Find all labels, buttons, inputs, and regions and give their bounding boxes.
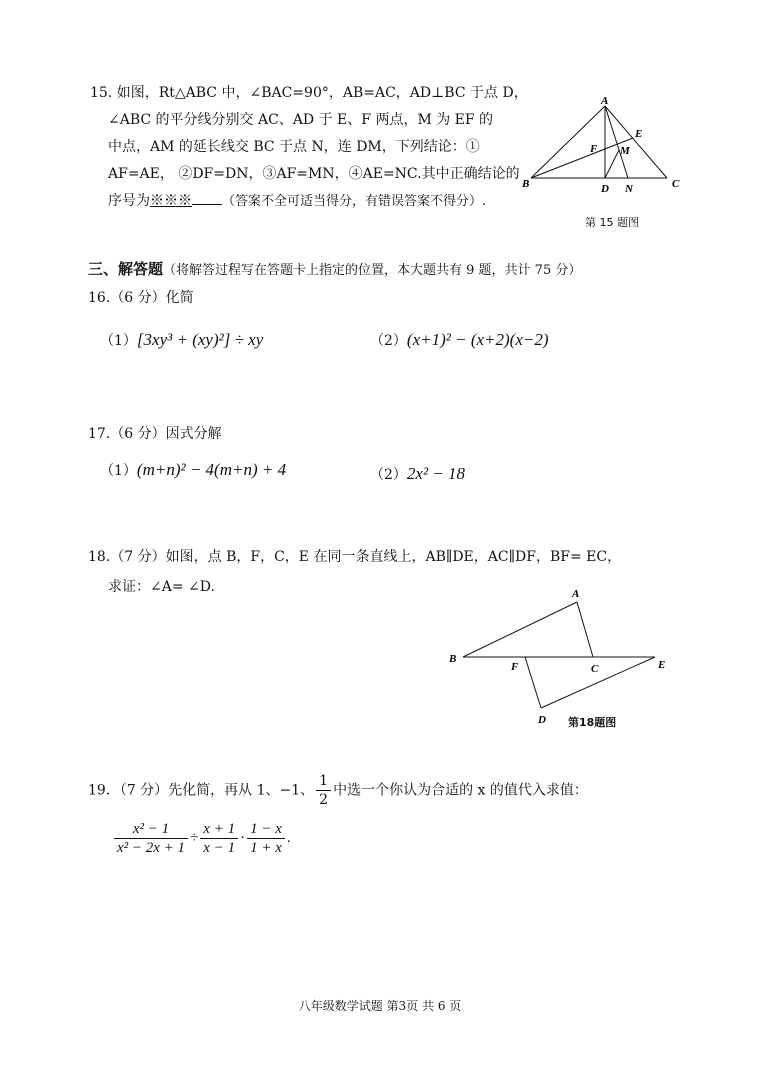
q18-label-b: B <box>449 653 457 665</box>
q15-answer-prefix: 序号为 <box>108 193 150 209</box>
q17-p1-label: （1） <box>100 463 137 479</box>
q19-half-fraction <box>316 772 331 809</box>
q18-label-a: A <box>572 588 580 600</box>
q19-f1-num: x² − 1 <box>114 820 188 839</box>
q15-label-f: F <box>590 143 598 155</box>
q18-line-1: 18.（7 分）如图，点 B，F，C，E 在同一条直线上，AB∥DE，AC∥DF，BF= EC， <box>88 549 622 565</box>
q15-label-e: E <box>635 128 643 140</box>
q15-label-c: C <box>672 178 680 190</box>
q18-label-e: E <box>658 659 666 671</box>
q19-half-den: 2 <box>319 792 329 808</box>
q15-answer-suffix: （答案不全可适当得分，有错误答案不得分）. <box>222 194 487 209</box>
q19-fraction-1 <box>114 820 188 857</box>
q16-p1-expr: [3xy³ + (xy)²] ÷ xy <box>136 330 264 349</box>
q15-figure-caption: 第 15 题图 <box>585 216 639 229</box>
q18-seg-ac <box>577 602 593 657</box>
q19-f2-num: x + 1 <box>200 820 238 839</box>
page-footer: 八年级数学试题 第3页 共 6 页 <box>298 999 462 1013</box>
q15-seg-ab <box>531 106 605 178</box>
q16-part-2 <box>370 326 549 355</box>
q19-op-divide: ÷ <box>190 830 199 846</box>
q16-p2-expr: (x+1)² − (x+2)(x−2) <box>406 330 549 349</box>
q15-label-b: B <box>522 178 530 190</box>
q19-end: . <box>286 830 291 846</box>
q18-seg-ab <box>463 602 577 657</box>
q19-fraction-3 <box>247 820 285 857</box>
q18-label-d: D <box>538 714 546 726</box>
q15-label-a: A <box>601 95 609 107</box>
q18-figure <box>445 580 675 730</box>
q15-figure <box>515 92 690 212</box>
q19-fraction-2 <box>200 820 238 857</box>
q17-p2-expr: 2x² − 18 <box>406 464 466 483</box>
q18-figure-caption: 第18题图 <box>568 716 617 729</box>
q19-half-num: 1 <box>316 772 331 791</box>
q16-header: 16.（6 分）化简 <box>88 290 194 306</box>
q19-f3-num: 1 − x <box>247 820 285 839</box>
q15-seg-ac <box>605 106 667 178</box>
q19-op-dot: · <box>240 830 246 846</box>
q15-line-1: 15. 如图，Rt△ABC 中，∠BAC=90°，AB=AC，AD⊥BC 于点 D， <box>90 85 528 101</box>
q17-p2-label: （2） <box>370 467 407 483</box>
q16-p1-label: （1） <box>100 333 137 349</box>
q15-answer-underline <box>192 204 222 205</box>
q19-f3-den: 1 + x <box>250 840 282 856</box>
section-3-title: 三、解答题 <box>88 260 164 278</box>
q19-f2-den: x − 1 <box>203 840 236 856</box>
section-3-note: （将解答过程写在答题卡上指定的位置，本大题共有 9 题，共计 75 分） <box>163 263 582 278</box>
q15-label-m: M <box>620 145 630 157</box>
q15-line-3: 中点，AM 的延长线交 BC 于点 N，连 DM，下列结论：① <box>108 139 480 155</box>
q19-f1-den: x² − 2x + 1 <box>117 840 186 856</box>
q19-suffix: 中选一个你认为合适的 x 的值代入求值： <box>333 782 588 799</box>
q15-seg-be <box>531 138 633 178</box>
q17-header: 17.（6 分）因式分解 <box>88 426 222 442</box>
q15-label-n: N <box>625 183 633 195</box>
q15-line-4: AF=AE， ②DF=DN，③AF=MN，④AE=NC.其中正确结论的 <box>108 166 520 182</box>
q17-part-2 <box>370 460 465 489</box>
q15-seg-dm <box>605 150 619 178</box>
section-3-heading <box>88 256 581 284</box>
q18-label-f: F <box>511 661 519 673</box>
q17-p1-expr: (m+n)² − 4(m+n) + 4 <box>136 460 287 479</box>
q18-line-2: 求证：∠A= ∠D. <box>108 579 215 595</box>
q18-label-c: C <box>591 663 599 675</box>
q15-line-2: ∠ABC 的平分线分别交 AC、AD 于 E、F 两点，M 为 EF 的 <box>108 112 494 128</box>
q15-seg-an <box>605 106 628 178</box>
q19-expression <box>112 820 291 857</box>
q16-part-1 <box>100 326 263 355</box>
q19-prefix: 19．（7 分）先化简，再从 1、−1、 <box>88 782 315 799</box>
q15-line-5 <box>108 188 486 215</box>
q17-part-1 <box>100 456 286 485</box>
q15-label-d: D <box>601 183 609 195</box>
q15-answer-blank: ※※※ <box>150 193 192 209</box>
q18-seg-fd <box>525 657 541 708</box>
q19-line-1 <box>88 772 588 809</box>
q16-p2-label: （2） <box>370 333 407 349</box>
